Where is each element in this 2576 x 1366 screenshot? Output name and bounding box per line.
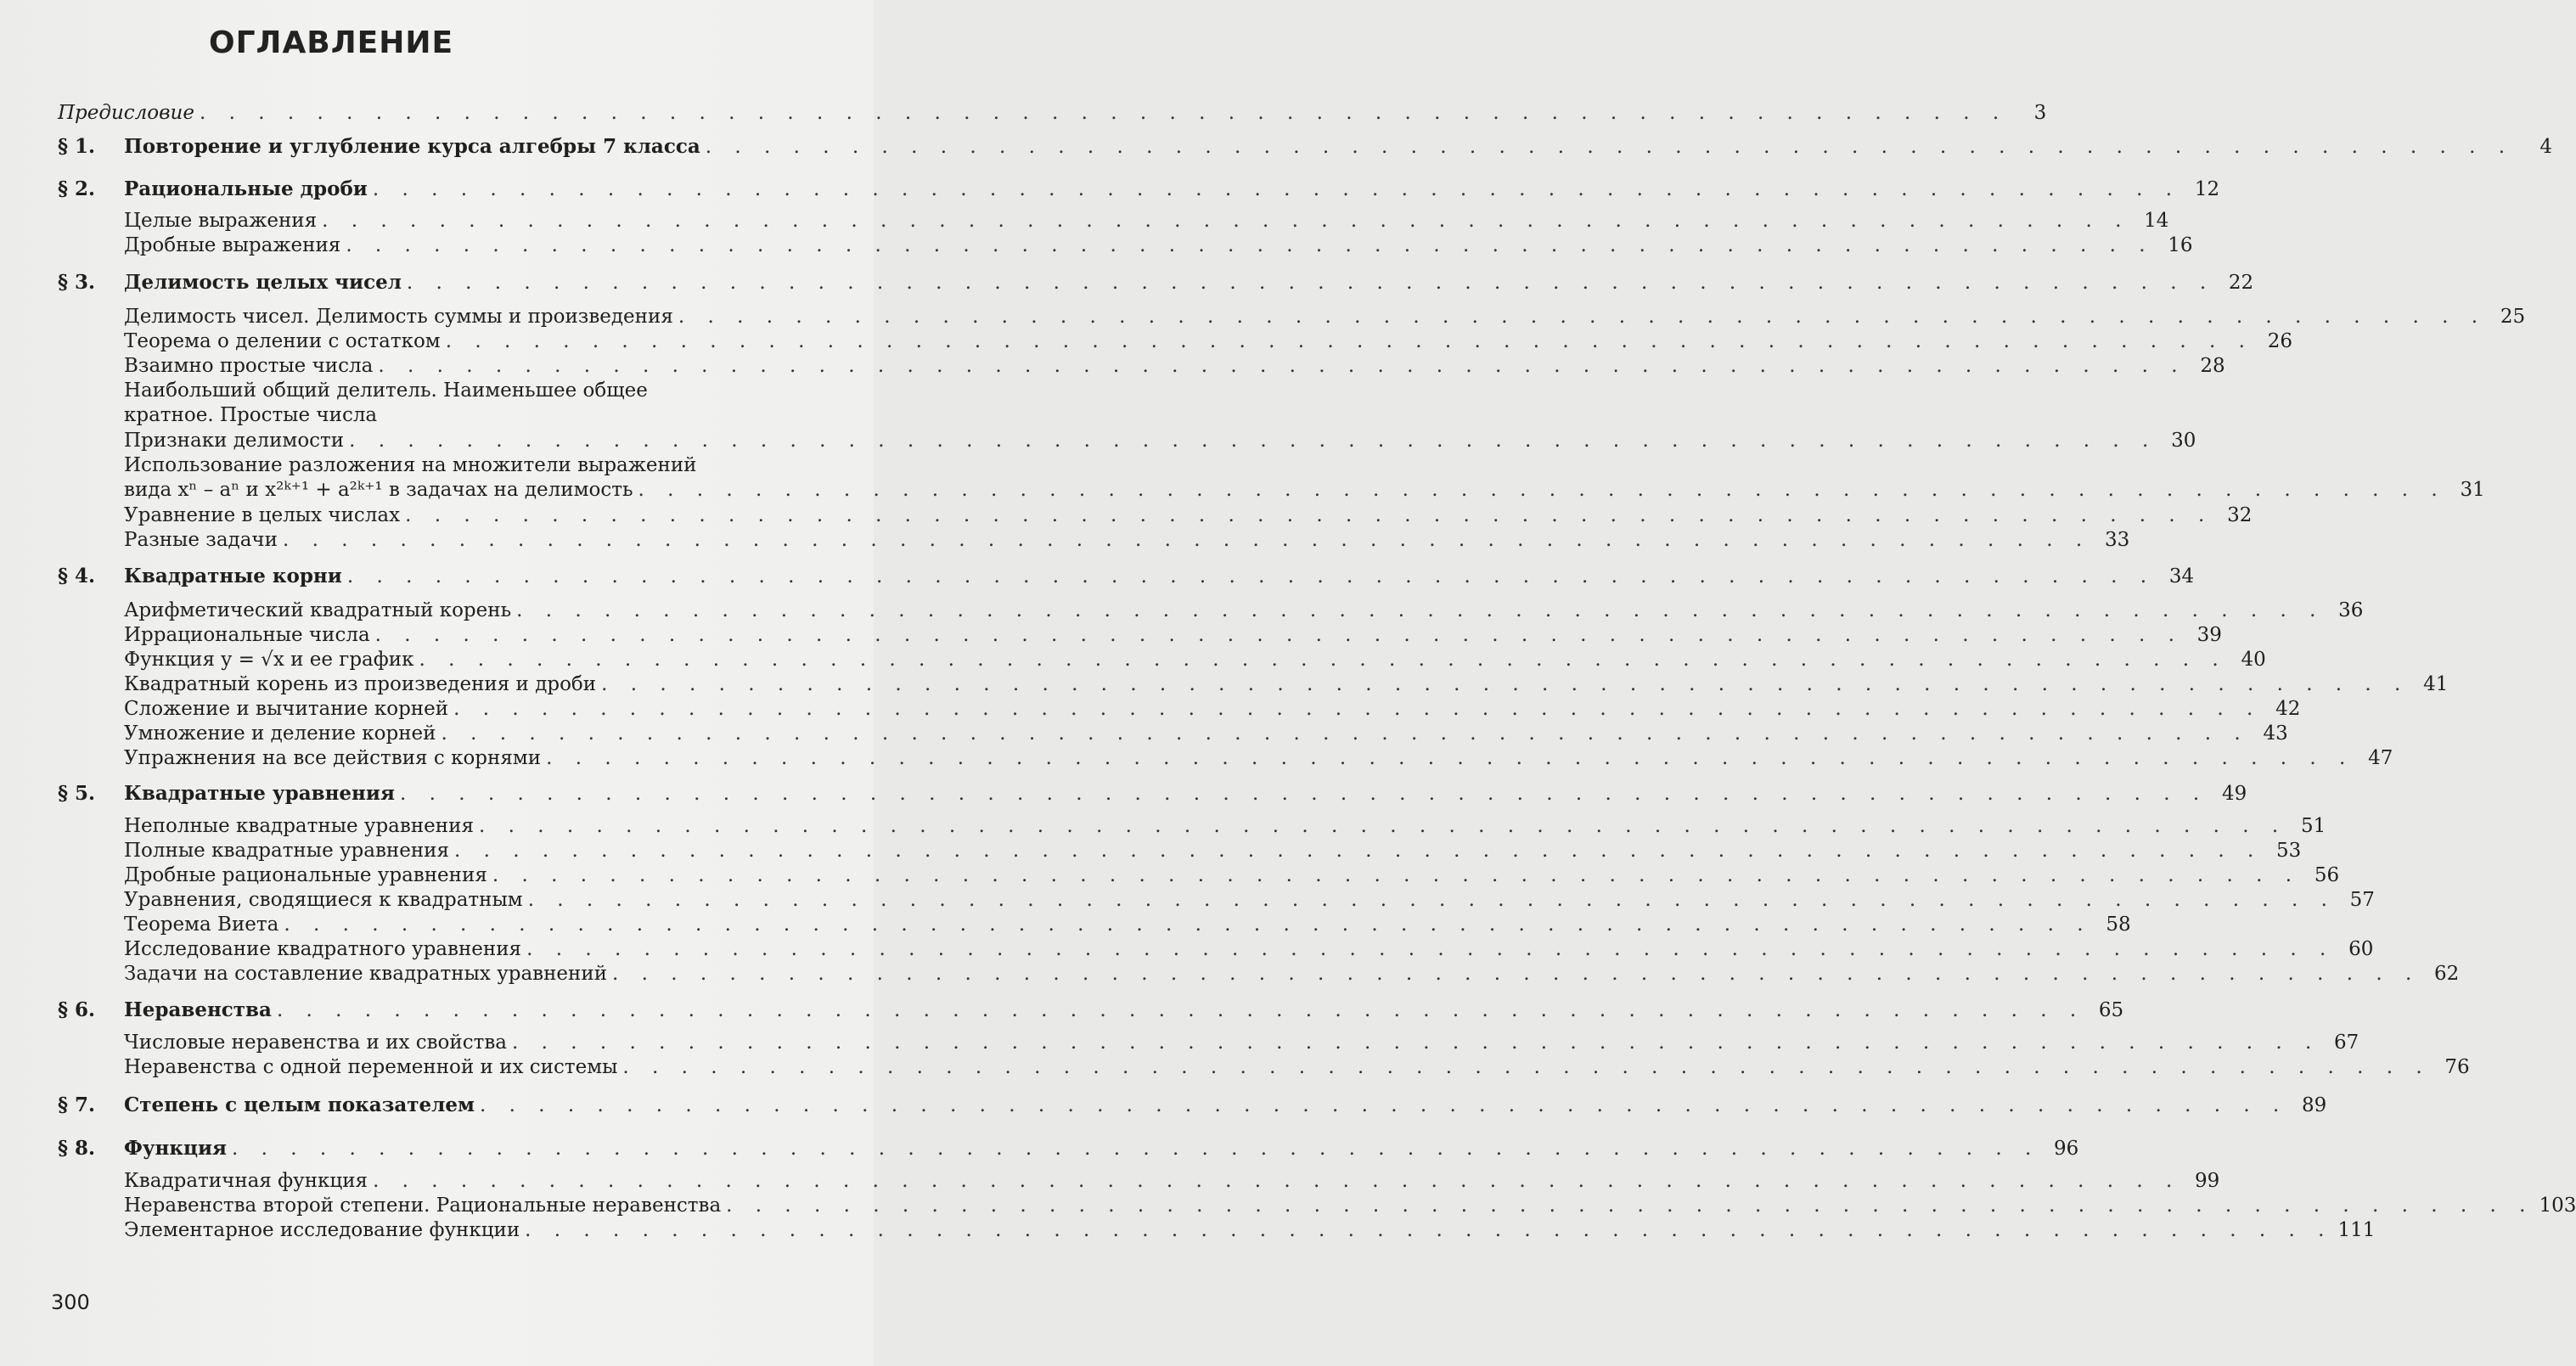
toc-subentry[interactable] bbox=[124, 838, 2302, 863]
toc-page-number: 16 bbox=[2168, 234, 2193, 256]
section-number: § 1. bbox=[58, 135, 96, 158]
leader-dots: . . . . . . . . . . . . . . . . . . . . . . . . . . . . . . . . . . . . . . . . . . . . . . . . . . . . . . . . . . . . . . bbox=[726, 1195, 2534, 1217]
toc-subentry[interactable] bbox=[124, 527, 2130, 553]
toc-subentry-line: Наибольший общий делитель. Наименьшее общее bbox=[124, 379, 648, 402]
section-number: § 4. bbox=[58, 565, 96, 587]
toc-entry-label: Функция y = √x и ее график bbox=[124, 649, 414, 671]
toc-entry-label: Иррациональные числа bbox=[124, 624, 370, 646]
leader-dots: . . . . . . . . . . . . . . . . . . . . . . . . . . . . . . . . . . . . . . . . . . . . . . . . . . . . . . . . . . . . . . bbox=[445, 330, 2253, 352]
toc-page-number: 51 bbox=[2300, 815, 2326, 837]
toc-subentry[interactable] bbox=[124, 696, 2301, 722]
toc-page-number: 89 bbox=[2301, 1094, 2327, 1116]
leader-dots: . . . . . . . . . . . . . . . . . . . . . . . . . . . . . . . . . . . . . . . . . . . . . . . . . . . . . . . . . . . . . . bbox=[349, 430, 2157, 452]
toc-page-number: 39 bbox=[2196, 624, 2222, 646]
leader-dots: . . . . . . . . . . . . . . . . . . . . . . . . . . . . . . . . . . . . . . . . . . . . . . . . . . . . . . . . . . . . . . bbox=[454, 840, 2263, 862]
toc-page-number: 14 bbox=[2144, 210, 2169, 232]
toc-page-number: 53 bbox=[2276, 840, 2302, 862]
toc-subentry[interactable] bbox=[124, 912, 2131, 937]
toc-subentry[interactable] bbox=[124, 961, 2460, 987]
toc-entry-label: Дробные рациональные уравнения bbox=[124, 864, 487, 886]
leader-dots: . . . . . . . . . . . . . . . . . . . . . . . . . . . . . . . . . . . . . . . . . . . . . . . . . . . . . . . . . . . . . . bbox=[374, 624, 2183, 646]
toc-entry-label: Уравнение в целых числах bbox=[124, 504, 401, 526]
leader-dots: . . . . . . . . . . . . . . . . . . . . . . . . . . . . . . . . . . . . . . . . . . . . . . . . . . . . . . . . . . . . . . bbox=[526, 938, 2335, 960]
toc-subentry[interactable] bbox=[124, 1030, 2359, 1055]
toc-page-number: 36 bbox=[2338, 599, 2364, 621]
toc-subentry[interactable] bbox=[124, 477, 2485, 503]
toc-subentry[interactable] bbox=[124, 721, 2288, 746]
leader-dots: . . . . . . . . . . . . . . . . . . . . . . . . . . . . . . . . . . . . . . . . . . . . . . . . . . . . . . . . . . . . . . bbox=[480, 1094, 2288, 1116]
leader-dots: . . . . . . . . . . . . . . . . . . . . . . . . . . . . . . . . . . . . . . . . . . . . . . . . . . . . . . . . . . . . . . bbox=[405, 504, 2213, 526]
toc-page-number: 3 bbox=[2033, 102, 2047, 124]
toc-entry-label: Неравенства второй степени. Рациональные неравенства bbox=[124, 1195, 722, 1217]
toc-subentry[interactable] bbox=[124, 1193, 2576, 1218]
leader-dots: . . . . . . . . . . . . . . . . . . . . . . . . . . . . . . . . . . . . . . . . . . . . . . . . . . . . . . . . . . . . . . bbox=[282, 529, 2091, 551]
toc-page-number: 103 bbox=[2539, 1195, 2576, 1217]
toc-page-number: 111 bbox=[2337, 1219, 2376, 1241]
section-number: § 8. bbox=[58, 1137, 96, 1160]
toc-subentry[interactable] bbox=[124, 402, 822, 428]
leader-dots: . . . . . . . . . . . . . . . . . . . . . . . . . . . . . . . . . . . . . . . . . . . . . . . . . . . . . . . . . . . . . . bbox=[512, 1032, 2320, 1054]
toc-page-number: 4 bbox=[2539, 136, 2553, 158]
toc-subentry[interactable] bbox=[124, 813, 2326, 839]
section-number: § 3. bbox=[58, 271, 96, 294]
section-title: Рациональные дроби bbox=[124, 177, 368, 200]
toc-page-number: 47 bbox=[2368, 747, 2393, 769]
toc-subentry[interactable] bbox=[124, 503, 2253, 528]
toc-subentry[interactable] bbox=[124, 887, 2375, 913]
toc-entry-label: Теорема о делении с остатком bbox=[124, 330, 441, 352]
toc-page-number: 12 bbox=[2194, 178, 2220, 200]
section-title: Степень с целым показателем bbox=[124, 1093, 475, 1116]
section-title: Квадратные корни bbox=[124, 565, 342, 587]
toc-page-number: 56 bbox=[2314, 864, 2340, 886]
toc-subentry[interactable] bbox=[124, 304, 2526, 329]
page-number: 300 bbox=[51, 1290, 90, 1314]
toc-subentry[interactable] bbox=[124, 428, 2196, 453]
toc-page-number: 62 bbox=[2434, 963, 2460, 985]
leader-dots: . . . . . . . . . . . . . . . . . . . . . . . . . . . . . . . . . . . . . . . . . . . . . . . . . . . . . . . . . . . . . . bbox=[372, 178, 2181, 200]
leader-dots: . . . . . . . . . . . . . . . . . . . . . . . . . . . . . . . . . . . . . . . . . . . . . . . . . . . . . . . . . . . . . . bbox=[346, 234, 2154, 256]
toc-subentry-line: Использование разложения на множители выражений bbox=[124, 454, 697, 476]
leader-dots: . . . . . . . . . . . . . . . . . . . . . . . . . . . . . . . . . . . . . . . . . . . . . . . . . . . . . . . . . . . . . . bbox=[612, 963, 2421, 985]
toc-subentry[interactable] bbox=[124, 672, 2449, 697]
leader-dots: . . . . . . . . . . . . . . . . . . . . . . . . . . . . . . . . . . . . . . . . . . . . . . . . . . . . . . . . . . . . . . bbox=[546, 747, 2354, 769]
leader-dots: . . . . . . . . . . . . . . . . . . . . . . . . . . . . . . . . . . . . . . . . . . . . . . . . . . . . . . . . . . . . . . bbox=[638, 479, 2446, 501]
toc-subentry[interactable] bbox=[124, 1054, 2470, 1080]
toc-page-number: 49 bbox=[2221, 783, 2247, 805]
toc-section[interactable] bbox=[58, 564, 2195, 589]
toc-subentry[interactable] bbox=[124, 622, 2222, 648]
toc-entry-label: Целые выражения bbox=[124, 210, 318, 232]
toc-entry-label: Делимость чисел. Делимость суммы и произведения bbox=[124, 306, 673, 328]
leader-dots: . . . . . . . . . . . . . . . . . . . . . . . . . . . . . . . . . . . . . . . . . . . . . . . . . . . . . . . . . . . . . . bbox=[678, 306, 2487, 328]
toc-subentry[interactable] bbox=[124, 233, 2193, 258]
toc-page-number: 32 bbox=[2227, 504, 2253, 526]
toc-subentry[interactable] bbox=[124, 353, 2225, 379]
leader-dots: . . . . . . . . . . . . . . . . . . . . . . . . . . . . . . . . . . . . . . . . . . . . . . . . . . . . . . . . . . . . . . bbox=[284, 913, 2092, 936]
toc-page-number: 76 bbox=[2444, 1056, 2470, 1078]
toc-page-number: 96 bbox=[2054, 1138, 2079, 1160]
section-number: § 2. bbox=[58, 177, 96, 200]
toc-subentry[interactable] bbox=[124, 936, 2374, 962]
toc-page-number: 57 bbox=[2349, 889, 2375, 911]
leader-dots: . . . . . . . . . . . . . . . . . . . . . . . . . . . . . . . . . . . . . . . . . . . . . . . . . . . . . . . . . . . . . . bbox=[453, 698, 2262, 720]
toc-section[interactable] bbox=[58, 270, 2254, 295]
leader-dots: . . . . . . . . . . . . . . . . . . . . . . . . . . . . . . . . . . . . . . . . . . . . . . . . . . . . . . . . . . . . . . bbox=[525, 1219, 2333, 1241]
toc-page-number: 22 bbox=[2228, 272, 2254, 294]
leader-dots: . . . . . . . . . . . . . . . . . . . . . . . . . . . . . . . . . . . . . . . . . . . . . . . . . . . . . . . . . . . . . . bbox=[441, 722, 2249, 745]
leader-dots: . . . . . . . . . . . . . . . . . . . . . . . . . . . . . . . . . . . . . . . . . . . . . . . . . . . . . . . . . . . . . . bbox=[232, 1138, 2040, 1160]
toc-section[interactable] bbox=[58, 1136, 2079, 1161]
toc-page-number: 65 bbox=[2098, 999, 2124, 1021]
leader-dots: . . . . . . . . . . . . . . . . . . . . . . . . . . . . . . . . . . . . . . . . . . . . . . . . . . . . . . . . . . . . . . bbox=[406, 272, 2215, 294]
toc-page-number: 28 bbox=[2200, 355, 2225, 377]
toc-section[interactable] bbox=[58, 1093, 2327, 1118]
section-title: Неравенства bbox=[124, 998, 272, 1021]
leader-dots: . . . . . . . . . . . . . . . . . . . . . . . . . . . . . . . . . . . . . . . . . . . . . . . . . . . . . . . . . . . . . . bbox=[516, 599, 2325, 621]
toc-section[interactable] bbox=[58, 134, 2553, 160]
toc-page-number: 40 bbox=[2241, 649, 2266, 671]
toc-page-number: 30 bbox=[2171, 430, 2196, 452]
leader-dots: . . . . . . . . . . . . . . . . . . . . . . . . . . . . . . . . . . . . . . . . . . . . . . . . . . . . . . . . . . . . . . bbox=[622, 1056, 2431, 1078]
leader-dots: . . . . . . . . . . . . . . . . . . . . . . . . . . . . . . . . . . . . . . . . . . . . . . . . . . . . . . . . . . . . . . bbox=[378, 355, 2186, 377]
toc-page-number: 58 bbox=[2106, 913, 2131, 936]
toc-subentry[interactable] bbox=[124, 1168, 2220, 1194]
toc-entry-label: Дробные выражения bbox=[124, 234, 341, 256]
section-title: Квадратные уравнения bbox=[124, 782, 395, 805]
leader-dots: . . . . . . . . . . . . . . . . . . . . . . . . . . . . . . . . . . . . . . . . . . . . . . . . . . . . . . . . . . . . . . bbox=[276, 999, 2085, 1021]
leader-dots: . . . . . . . . . . . . . . . . . . . . . . . . . . . . . . . . . . . . . . . . . . . . . . . . . . . . . . . . . . . . . . bbox=[601, 673, 2410, 695]
toc-entry-label: Квадратичная функция bbox=[124, 1170, 368, 1192]
leader-dots: . . . . . . . . . . . . . . . . . . . . . . . . . . . . . . . . . . . . . . . . . . . . . . . . . . . . . . . . . . . . . . bbox=[346, 565, 2156, 587]
section-title: Функция bbox=[124, 1137, 228, 1160]
toc-preface[interactable] bbox=[58, 100, 2047, 126]
toc-subentry[interactable] bbox=[124, 208, 2169, 233]
toc-entry-label: Элементарное исследование функции bbox=[124, 1219, 520, 1241]
toc-subentry[interactable] bbox=[124, 863, 2340, 888]
toc-page-number: 33 bbox=[2104, 529, 2130, 551]
leader-dots: . . . . . . . . . . . . . . . . . . . . . . . . . . . . . . . . . . . . . . . . . . . . . . . . . . . . . . . . . . . . . . bbox=[419, 649, 2227, 671]
toc-entry-label: Квадратный корень из произведения и дроби bbox=[124, 673, 597, 695]
toc-entry-label: Взаимно простые числа bbox=[124, 355, 374, 377]
toc-entry-label: Исследование квадратного уравнения bbox=[124, 938, 522, 960]
toc-section[interactable] bbox=[58, 177, 2220, 202]
toc-page-number: 67 bbox=[2333, 1032, 2359, 1054]
toc-subentry-label: кратное. Простые числа bbox=[124, 404, 378, 426]
toc-entry-label: Задачи на составление квадратных уравнений bbox=[124, 963, 608, 985]
toc-page-number: 31 bbox=[2460, 479, 2485, 501]
toc-section[interactable] bbox=[58, 781, 2247, 807]
leader-dots: . . . . . . . . . . . . . . . . . . . . . . . . . . . . . . . . . . . . . . . . . . . . . . . . . . . . . . . . . . . . . . bbox=[399, 783, 2208, 805]
toc-page-number: 99 bbox=[2195, 1170, 2220, 1192]
toc-entry-label: Полные квадратные уравнения bbox=[124, 840, 450, 862]
toc-entry-label: Признаки делимости bbox=[124, 430, 345, 452]
toc-entry-label: Неполные квадратные уравнения bbox=[124, 815, 474, 837]
toc-entry-label: Умножение и деление корней bbox=[124, 722, 436, 745]
toc-page-number: 25 bbox=[2500, 306, 2526, 328]
section-number: § 7. bbox=[58, 1093, 96, 1116]
toc-subentry[interactable] bbox=[124, 745, 2393, 771]
toc-entry-label: Сложение и вычитание корней bbox=[124, 698, 449, 720]
leader-dots: . . . . . . . . . . . . . . . . . . . . . . . . . . . . . . . . . . . . . . . . . . . . . . . . . . . . . . . . . . . . . . bbox=[322, 210, 2130, 232]
toc-entry-label: Предисловие bbox=[58, 102, 194, 124]
leader-dots: . . . . . . . . . . . . . . . . . . . . . . . . . . . . . . . . . . . . . . . . . . . . . . . . . . . . . . . . . . . . . . bbox=[527, 889, 2336, 911]
toc-page-number: 41 bbox=[2423, 673, 2449, 695]
toc-page-number: 43 bbox=[2263, 722, 2288, 745]
toc-subentry[interactable] bbox=[124, 1217, 2376, 1243]
toc-entry-label: Упражнения на все действия с корнями bbox=[124, 747, 542, 769]
toc-subentry[interactable] bbox=[124, 647, 2266, 672]
section-number: § 6. bbox=[58, 998, 96, 1021]
toc-entry-label: Неравенства с одной переменной и их системы bbox=[124, 1056, 618, 1078]
toc-section[interactable] bbox=[58, 998, 2124, 1023]
toc-page-number: 42 bbox=[2275, 698, 2301, 720]
leader-dots: . . . . . . . . . . . . . . . . . . . . . . . . . . . . . . . . . . . . . . . . . . . . . . . . . . . . . . . . . . . . . . bbox=[492, 864, 2301, 886]
leader-dots: . . . . . . . . . . . . . . . . . . . . . . . . . . . . . . . . . . . . . . . . . . . . . . . . . . . . . . . . . . . . . . bbox=[199, 102, 2008, 124]
toc-page-number: 34 bbox=[2168, 565, 2195, 587]
toc-entry-label: Арифметический квадратный корень bbox=[124, 599, 512, 621]
leader-dots: . . . . . . . . . . . . . . . . . . . . . . . . . . . . . . . . . . . . . . . . . . . . . . . . . . . . . . . . . . . . . . bbox=[478, 815, 2287, 837]
toc-entry-label: Уравнения, сводящиеся к квадратным bbox=[124, 889, 523, 911]
toc-subentry-label: вида xⁿ – aⁿ и x²ᵏ⁺¹ + a²ᵏ⁺¹ в задачах на делимость bbox=[124, 479, 633, 501]
leader-dots: . . . . . . . . . . . . . . . . . . . . . . . . . . . . . . . . . . . . . . . . . . . . . . . . . . . . . . . . . . . . . . bbox=[373, 1170, 2181, 1192]
toc-page-number: 60 bbox=[2348, 938, 2374, 960]
toc-entry-label: Числовые неравенства и их свойства bbox=[124, 1032, 507, 1054]
toc-page-number: 26 bbox=[2267, 330, 2292, 352]
toc-subentry[interactable] bbox=[124, 598, 2364, 623]
toc-subentry[interactable] bbox=[124, 329, 2292, 354]
page-title: ОГЛАВЛЕНИЕ bbox=[209, 25, 454, 60]
toc-entry-label: Теорема Виета bbox=[124, 913, 279, 936]
section-title: Повторение и углубление курса алгебры 7 класса bbox=[124, 135, 700, 158]
section-title: Делимость целых чисел bbox=[124, 271, 402, 294]
leader-dots: . . . . . . . . . . . . . . . . . . . . . . . . . . . . . . . . . . . . . . . . . . . . . . . . . . . . . . . . . . . . . . bbox=[705, 136, 2514, 158]
section-number: § 5. bbox=[58, 782, 96, 805]
toc-entry-label: Разные задачи bbox=[124, 529, 278, 551]
